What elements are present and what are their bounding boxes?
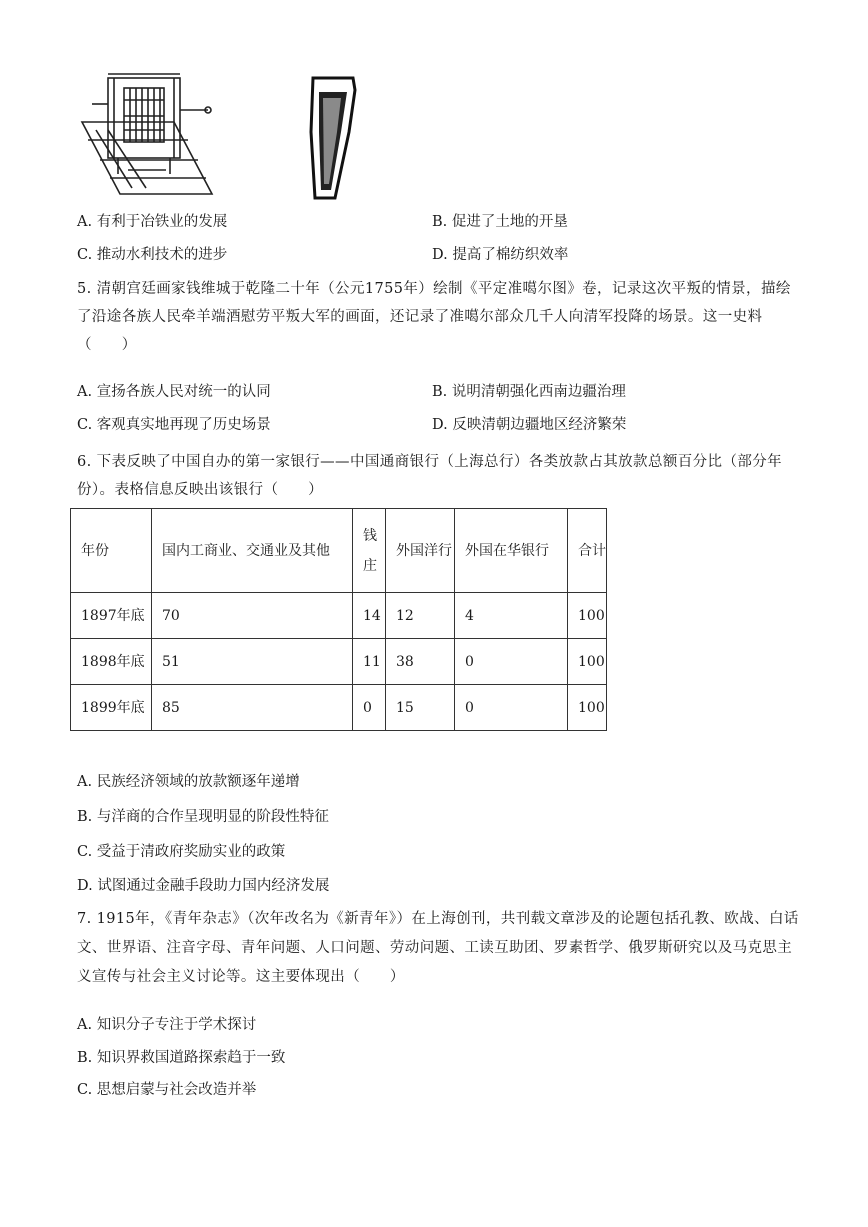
q6-option-d[interactable]: D. 试图通过金融手段助力国内经济发展: [77, 878, 330, 894]
header-year: 年份: [71, 509, 152, 593]
q5-option-c[interactable]: C. 客观真实地再现了历史场景: [77, 417, 271, 433]
header-foreign-banks: 外国在华银行: [455, 509, 568, 593]
cell-qianzhuang: 14: [353, 593, 386, 639]
cell-domestic: 51: [152, 639, 353, 685]
cell-qianzhuang: 0: [353, 685, 386, 731]
q6-stem: 6. 下表反映了中国自办的第一家银行——中国通商银行（上海总行）各类放款占其放款总额百分比（部分年份）。表格信息反映出该银行（ ）: [77, 454, 783, 498]
tool-blade-illustration: [305, 72, 365, 202]
table-row: [71, 639, 607, 685]
q4-option-b[interactable]: B. 促进了土地的开垦: [432, 214, 568, 230]
q7-option-a[interactable]: A. 知识分子专注于学术探讨: [77, 1017, 257, 1033]
header-foreign-firms: 外国洋行: [386, 509, 455, 593]
q5-option-a[interactable]: A. 宣扬各族人民对统一的认同: [77, 384, 271, 400]
cell-domestic: 85: [152, 685, 353, 731]
q6-option-a[interactable]: A. 民族经济领域的放款额逐年递增: [77, 774, 300, 790]
cell-year: 1898年底: [71, 639, 152, 685]
q7-option-b[interactable]: B. 知识界救国道路探索趋于一致: [77, 1050, 286, 1066]
table-row: [71, 685, 607, 731]
header-qianzhuang: 钱庄: [353, 509, 386, 593]
q6-option-c[interactable]: C. 受益于清政府奖励实业的政策: [77, 844, 286, 860]
q7-stem: 7. 1915年，《青年杂志》（次年改名为《新青年》）在上海创刊，共刊载文章涉及的论题包括孔教、欧战、白话文、世界语、注音字母、青年问题、人口问题、劳动问题、工读互助团、罗素哲学、俄罗斯研究以及马克思主义宣传与社会主义讨论等。这主要体现出（ ）: [77, 911, 799, 985]
q7-option-c[interactable]: C. 思想启蒙与社会改造并举: [77, 1082, 257, 1098]
cell-total: 100: [568, 639, 607, 685]
q4-option-d[interactable]: D. 提高了棉纺织效率: [432, 247, 569, 263]
cell-domestic: 70: [152, 593, 353, 639]
q5-option-b[interactable]: B. 说明清朝强化西南边疆治理: [432, 384, 626, 400]
cell-foreign-banks: 0: [455, 685, 568, 731]
cell-foreign-banks: 0: [455, 639, 568, 685]
cell-total: 100: [568, 593, 607, 639]
machine-illustration: [78, 70, 218, 198]
cell-qianzhuang: 11: [353, 639, 386, 685]
loan-percentage-table: [70, 508, 607, 731]
cell-year: 1899年底: [71, 685, 152, 731]
cell-foreign-firms: 12: [386, 593, 455, 639]
cell-year: 1897年底: [71, 593, 152, 639]
header-total: 合计: [568, 509, 607, 593]
cell-foreign-banks: 4: [455, 593, 568, 639]
table-header-row: [71, 509, 607, 593]
header-domestic: 国内工商业、交通业及其他: [152, 509, 353, 593]
cell-foreign-firms: 38: [386, 639, 455, 685]
table-row: [71, 593, 607, 639]
cell-total: 100: [568, 685, 607, 731]
q5-stem: 5. 清朝宫廷画家钱维城于乾隆二十年（公元1755年）绘制《平定准噶尔图》卷，记录这次平叛的情景，描绘了沿途各族人民牵羊端酒慰劳平叛大军的画面，还记录了准噶尔部众几千人向清军投降的场景。这一史料（ ）: [77, 281, 791, 353]
q4-option-a[interactable]: A. 有利于冶铁业的发展: [77, 214, 228, 230]
cell-foreign-firms: 15: [386, 685, 455, 731]
q4-option-c[interactable]: C. 推动水利技术的进步: [77, 247, 228, 263]
q5-option-d[interactable]: D. 反映清朝边疆地区经济繁荣: [432, 417, 627, 433]
q6-option-b[interactable]: B. 与洋商的合作呈现明显的阶段性特征: [77, 809, 329, 825]
